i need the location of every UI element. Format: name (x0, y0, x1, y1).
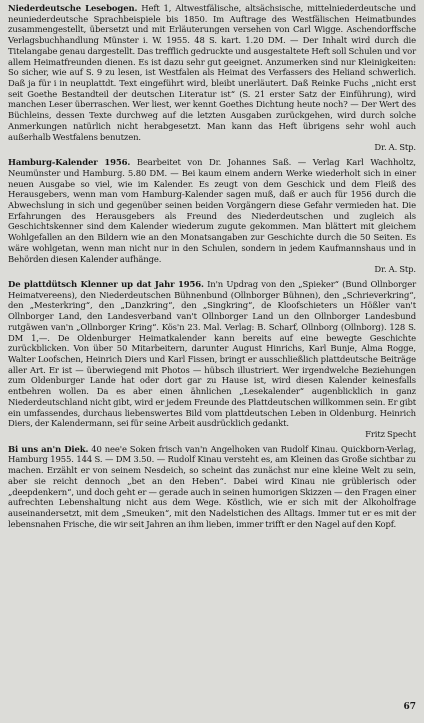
page-number: 67 (403, 702, 416, 712)
review-paragraph (8, 279, 416, 429)
review-title: De plattdütsch Klenner up dat Jahr 1956. (8, 278, 204, 289)
review-body: Bearbeitet von Dr. Johannes Saß. — Verlag Karl Wachholtz, Neumünster und Hamburg. 5.80 DM. — Bei kaum einem andern Werke wiederholt sich in einer neuen Ausgabe so viel, wie im Kalender. Es zeugt von dem Geschick und dem Fleiß des Herausgebers, wenn man vom Hamburg-Kalender sagen muß, daß er auch für 1956 durch die Abwechslung in sich und gegenüber seinen beiden Vorgängern diese Gefahr vermieden hat. Die Erfahrungen des Herausgebers als Freund des Niederdeutschen und zugleich als Geschichtskenner sind dem Kalender wiederum zugute gekommen. Man blättert mit gleichem Wohlgefallen an den Bildern wie an den Monatsangaben zur Geschichte durch die 50 Seiten. Es wäre wohlgetan, wenn man nicht nur in den Schulen, sondern in jedem Kaufmannshaus und in Behörden diesen Kalender aufhänge. (8, 157, 416, 264)
review-bi-uns-an-n-diek (8, 444, 416, 530)
reviews-column (8, 3, 416, 534)
review-paragraph (8, 444, 416, 530)
review-paragraph (8, 3, 416, 142)
review-signature: Fritz Specht (365, 429, 416, 440)
review-hamburg-kalender (8, 157, 416, 275)
review-title: Bi uns an'n Diek. (8, 443, 89, 454)
review-title: Niederdeutsche Lesebogen. (8, 3, 138, 13)
review-paragraph (8, 157, 416, 264)
review-title: Hamburg-Kalender 1956. (8, 157, 131, 168)
review-body: 40 nee'e Soken frisch van'n Angelhoken van Rudolf Kinau. Quickborn-Verlag, Hamburg 1955. 144 S. — DM 3.50. — Rudolf Kinau versteht es, am Kleinen das Große sichtbar zu machen. Erzählt er von seinem Nesdeich, so scheint das zunächst nur eine kleine Welt zu sein, aber sie reicht dennoch „bet an den Heben“. Dabei wird Kinau nie grüblerisch oder „deepdenkern“, und doch geht er — gerade auch in seinen humorigen Skizzen — den Fragen einer aufrechten Lebenshaltung nicht aus dem Wege. Köstlich, wie er sich mit der Alkoholfrage auseinandersetzt, mit dem „Smeuken“, mit den Nadelstichen des Alltags. Immer tut er es mit der lebensnahen Frische, die wir seit Jahren an ihm lieben, immer trifft er den Nagel auf den Kopf. (8, 443, 417, 529)
review-body: Heft 1, Altwestfälische, altsächsische, mittelniederdeutsche und neuniederdeutsche Sprachbeispiele bis 1850. Im Auftrage des Westfälischen Heimatbundes zusammengestellt, übersetzt und mit Erläuterungen versehen von Carl Wigge. Aschendorffsche Verlagsbuchhandlung Münster i. W. 1955. 48 S. kart. 1.20 DM. — Der Inhalt wird durch die Titelangabe genau dargestellt. Das trefflich gedruckte und ausgestaltete Heft soll Schulen und vor allem Heimatfreunden dienen. Es ist dazu sehr gut geeignet. Anzumerken sind nur Kleinigkeiten: So sicher, wie auf S. 9 zu lesen, ist Westfalen als Heimat des Verfassers des Heliand schwerlich. Daß ja für i in neuplattdt. Text eingeführt wird, bleibt unerläutert. Daß Reinke Fuchs „nicht erst seit Goethe Bestandteil der deutschen Literatur ist“ (S. 21 erster Satz der Einführung), wird manchen Leser überraschen. Wer liest, wer kennt Goethes Dichtung heute noch? — Der Wert des Büchleins, dessen Texte durchweg auf die letzten Ausgaben zurückgehen, wird durch solche Anmerkungen natürlich nicht herabgesetzt. Man kann das Heft übrigens sehr wohl auch außerhalb Westfalens benutzen. (8, 3, 416, 142)
review-lesebogen (8, 3, 416, 153)
review-plattduetsch-klenner (8, 279, 416, 440)
review-body: In'n Updrag von den „Spieker“ (Bund Ollnborger Heimatvereens), den Niederdeutschen Bühnenbund (Ollnborger Bühnen), den „Schrieverkring“, den „Mesterkring“, den „Danzkring“, den „Singkring“, de Kloofschieters un Hößler van't Ollnborger Land, den Landesverband van't Ollnborger Land un den Ollnborger Landesbund rutgäwen van'n „Ollnborger Kring“. Kös'n 23. Mal. Verlag: B. Scharf, Ollnborg (Ollnborg). 128 S. DM 1,—. De Oldenburger Heimatkalender kann bereits auf eine bewegte Geschichte zurückblicken. Von über 50 Mitarbeitern, darunter August Hinrichs, Karl Bunje, Alma Rogge, Walter Loofschen, Heinrich Diers und Karl Fissen, bringt er ausschließlich plattdeutsche Beiträge aller Art. Er ist — überwiegend mit Photos — hübsch illustriert. Wer irgendwelche Beziehungen zum Oldenburger Lande hat oder dort gar zu Hause ist, wird diesen Kalender keinesfalls entbehren wollen. Da es aber einen ähnlichen „Lesekalender“ augenblicklich in ganz Niederdeutschland nicht gibt, wird er jedem Freunde des Plattdeutschen willkommen sein. Er gibt ein umfassendes, durchaus liebenswertes Bild vom plattdeutschen Leben in Oldenburg. Heinrich Diers, der Kalendermann, sei für seine Arbeit ausdrücklich gedankt. (8, 278, 417, 429)
review-signature: Dr. A. Stp. (374, 264, 416, 275)
review-signature: Dr. A. Stp. (374, 142, 416, 153)
